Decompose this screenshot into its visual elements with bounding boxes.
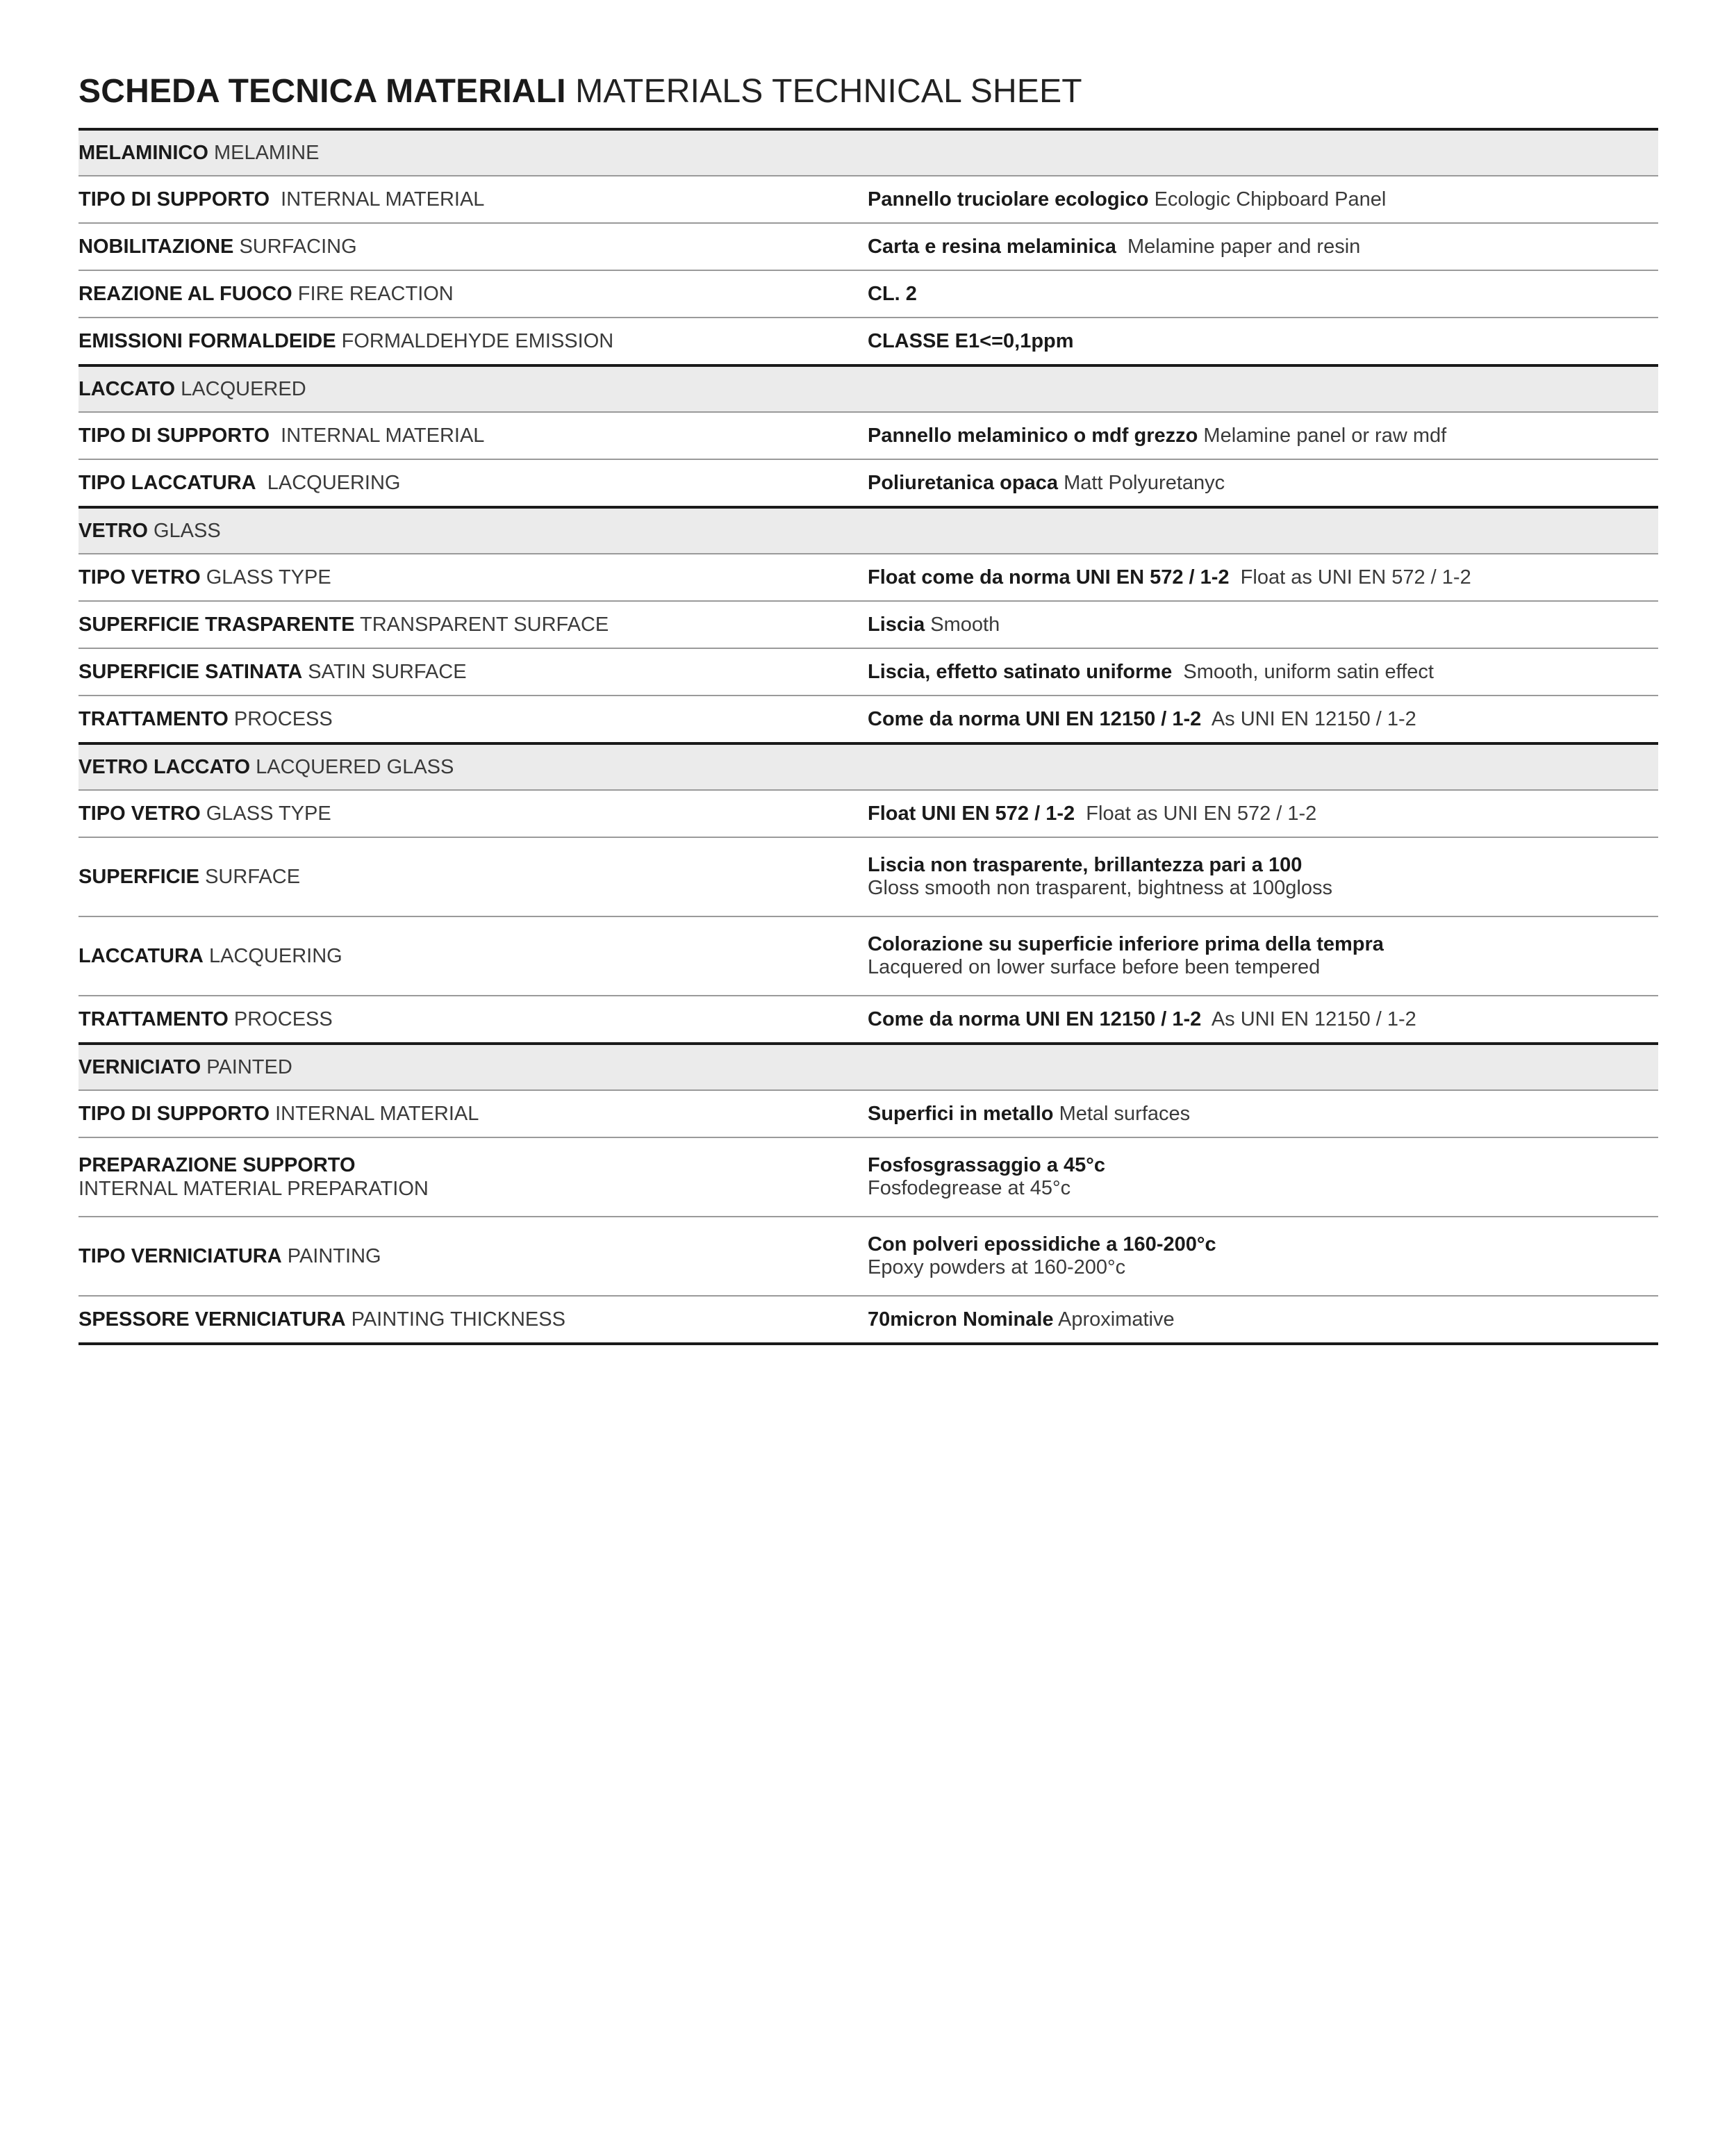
row-label	[78, 1007, 868, 1031]
value-english: Epoxy powders at 160-200°c	[868, 1256, 1126, 1278]
row-label	[78, 1244, 868, 1268]
label-english: SATIN SURFACE	[308, 661, 467, 683]
value-italian: Fosfosgrassaggio a 45°c	[868, 1154, 1105, 1176]
label-italian: PREPARAZIONE SUPPORTO	[78, 1154, 356, 1176]
row-label	[78, 1153, 868, 1201]
row-value	[868, 472, 1658, 495]
value-english: Smooth	[930, 613, 1000, 636]
table-row	[78, 554, 1658, 602]
label-italian: SUPERFICIE SATINATA	[78, 661, 303, 683]
label-italian: SUPERFICIE	[78, 866, 200, 888]
row-value	[868, 933, 1658, 979]
section-title-italian: LACCATO	[78, 377, 176, 400]
label-english: TRANSPARENT SURFACE	[360, 614, 609, 636]
table-row	[78, 271, 1658, 318]
value-english: Fosfodegrease at 45°c	[868, 1177, 1071, 1199]
table-row	[78, 996, 1658, 1042]
page-title-italian: SCHEDA TECNICA MATERIALI	[78, 73, 566, 110]
section-lacquered	[78, 364, 1658, 506]
label-english: PAINTING	[287, 1245, 381, 1267]
label-italian: TIPO DI SUPPORTO	[78, 425, 270, 447]
value-english: Melamine panel or raw mdf	[1203, 424, 1447, 447]
row-value	[868, 1103, 1658, 1126]
label-english: INTERNAL MATERIAL	[281, 188, 485, 211]
row-value	[868, 283, 1658, 306]
section-title-italian: VETRO LACCATO	[78, 755, 251, 778]
section-header	[78, 367, 1658, 413]
table-row	[78, 1091, 1658, 1138]
row-label	[78, 944, 868, 968]
row-value	[868, 708, 1658, 731]
section-title-english: LACQUERED	[181, 377, 306, 400]
label-english: PROCESS	[233, 708, 333, 730]
value-english: Matt Polyuretanyc	[1064, 471, 1225, 494]
row-label	[78, 235, 868, 258]
table-row	[78, 176, 1658, 224]
row-label	[78, 471, 868, 495]
label-english: LACQUERING	[208, 945, 342, 967]
table-row	[78, 1297, 1658, 1342]
label-italian: TIPO VETRO	[78, 803, 201, 825]
value-english: Smooth, uniform satin effect	[1183, 660, 1434, 683]
row-label	[78, 282, 868, 306]
value-italian: Liscia, effetto satinato uniforme	[868, 660, 1173, 683]
table-row	[78, 917, 1658, 996]
section-title-english: PAINTED	[206, 1055, 292, 1078]
label-italian: NOBILITAZIONE	[78, 236, 234, 258]
materials-table	[78, 128, 1658, 1345]
value-italian: Come da norma UNI EN 12150 / 1-2	[868, 1007, 1202, 1030]
page-title	[78, 67, 1658, 128]
label-english: LACQUERING	[267, 472, 401, 494]
value-italian: Liscia non trasparente, brillantezza pari a 100	[868, 854, 1303, 876]
value-english: Ecologic Chipboard Panel	[1154, 188, 1387, 211]
row-label	[78, 188, 868, 211]
section-title-english: GLASS	[153, 519, 221, 542]
label-english: FIRE REACTION	[297, 283, 454, 305]
label-english: GLASS TYPE	[206, 803, 331, 825]
label-english: PROCESS	[233, 1008, 333, 1030]
label-italian: TRATTAMENTO	[78, 708, 229, 730]
row-value	[868, 614, 1658, 636]
section-title-italian: MELAMINICO	[78, 141, 208, 164]
section-header	[78, 509, 1658, 554]
section-title-italian: VETRO	[78, 519, 148, 542]
label-italian: SPESSORE VERNICIATURA	[78, 1308, 346, 1331]
section-header	[78, 745, 1658, 791]
label-italian: SUPERFICIE TRASPARENTE	[78, 614, 355, 636]
section-title-italian: VERNICIATO	[78, 1055, 201, 1078]
value-italian: Superfici in metallo	[868, 1102, 1054, 1125]
row-value	[868, 425, 1658, 447]
label-italian: TRATTAMENTO	[78, 1008, 229, 1030]
row-value	[868, 803, 1658, 825]
table-row	[78, 838, 1658, 917]
section-glass	[78, 506, 1658, 742]
row-value	[868, 330, 1658, 353]
section-painted	[78, 1042, 1658, 1342]
table-row	[78, 224, 1658, 271]
row-value	[868, 188, 1658, 211]
section-header	[78, 1045, 1658, 1091]
row-label	[78, 802, 868, 825]
value-italian: Colorazione su superficie inferiore prima della tempra	[868, 933, 1384, 955]
table-row	[78, 413, 1658, 460]
section-lacquered-glass	[78, 742, 1658, 1042]
label-italian: EMISSIONI FORMALDEIDE	[78, 330, 336, 352]
value-italian: Float UNI EN 572 / 1-2	[868, 802, 1075, 825]
label-italian: LACCATURA	[78, 945, 204, 967]
value-italian: Con polveri epossidiche a 160-200°c	[868, 1233, 1216, 1256]
value-english: Float as UNI EN 572 / 1-2	[1086, 802, 1317, 825]
section-header	[78, 131, 1658, 176]
row-label	[78, 707, 868, 731]
table-row	[78, 602, 1658, 649]
section-title-english: LACQUERED GLASS	[256, 755, 454, 778]
value-english: Aproximative	[1058, 1308, 1175, 1331]
value-italian: 70micron Nominale	[868, 1308, 1054, 1331]
value-italian: CL. 2	[868, 282, 917, 305]
label-italian: TIPO DI SUPPORTO	[78, 1103, 270, 1125]
row-value	[868, 236, 1658, 258]
label-english: SURFACING	[239, 236, 357, 258]
row-label	[78, 1102, 868, 1126]
value-english: Metal surfaces	[1059, 1102, 1191, 1125]
label-english: GLASS TYPE	[206, 566, 331, 589]
table-row	[78, 1217, 1658, 1297]
row-label	[78, 660, 868, 684]
value-english: Melamine paper and resin	[1127, 235, 1361, 258]
row-value	[868, 1008, 1658, 1031]
label-italian: TIPO VERNICIATURA	[78, 1245, 282, 1267]
row-label	[78, 1308, 868, 1331]
row-value	[868, 1154, 1658, 1200]
value-italian: Pannello truciolare ecologico	[868, 188, 1149, 211]
value-english: Float as UNI EN 572 / 1-2	[1240, 566, 1471, 589]
value-english: Gloss smooth non trasparent, bightness at 100gloss	[868, 877, 1332, 899]
label-italian: TIPO LACCATURA	[78, 472, 256, 494]
row-label	[78, 613, 868, 636]
table-row	[78, 460, 1658, 506]
label-italian: REAZIONE AL FUOCO	[78, 283, 292, 305]
value-italian: Come da norma UNI EN 12150 / 1-2	[868, 707, 1202, 730]
label-italian: TIPO DI SUPPORTO	[78, 188, 270, 211]
label-english: SURFACE	[205, 866, 301, 888]
value-english: As UNI EN 12150 / 1-2	[1211, 707, 1416, 730]
value-english: As UNI EN 12150 / 1-2	[1211, 1007, 1416, 1030]
row-label	[78, 424, 868, 447]
label-italian: TIPO VETRO	[78, 566, 201, 589]
row-value	[868, 566, 1658, 589]
label-english: FORMALDEHYDE EMISSION	[341, 330, 614, 352]
label-english: INTERNAL MATERIAL	[275, 1103, 479, 1125]
value-english: Lacquered on lower surface before been tempered	[868, 956, 1321, 978]
label-english: PAINTING THICKNESS	[351, 1308, 565, 1331]
row-label	[78, 865, 868, 889]
value-italian: Poliuretanica opaca	[868, 471, 1058, 494]
table-row	[78, 318, 1658, 364]
row-value	[868, 1233, 1658, 1279]
page-title-english: MATERIALS TECHNICAL SHEET	[575, 73, 1082, 110]
value-italian: Carta e resina melaminica	[868, 235, 1116, 258]
value-italian: Liscia	[868, 613, 925, 636]
value-italian: CLASSE E1<=0,1ppm	[868, 329, 1074, 352]
value-italian: Pannello melaminico o mdf grezzo	[868, 424, 1198, 447]
table-row	[78, 649, 1658, 696]
section-melamine	[78, 131, 1658, 364]
value-italian: Float come da norma UNI EN 572 / 1-2	[868, 566, 1230, 589]
row-value	[868, 661, 1658, 684]
row-value	[868, 1308, 1658, 1331]
row-value	[868, 854, 1658, 900]
row-label	[78, 566, 868, 589]
table-row	[78, 696, 1658, 742]
row-label	[78, 329, 868, 353]
table-row	[78, 1138, 1658, 1217]
section-title-english: MELAMINE	[213, 141, 320, 164]
label-english: INTERNAL MATERIAL PREPARATION	[78, 1178, 429, 1200]
label-english: INTERNAL MATERIAL	[281, 425, 485, 447]
technical-sheet	[78, 67, 1658, 1345]
table-row	[78, 791, 1658, 838]
